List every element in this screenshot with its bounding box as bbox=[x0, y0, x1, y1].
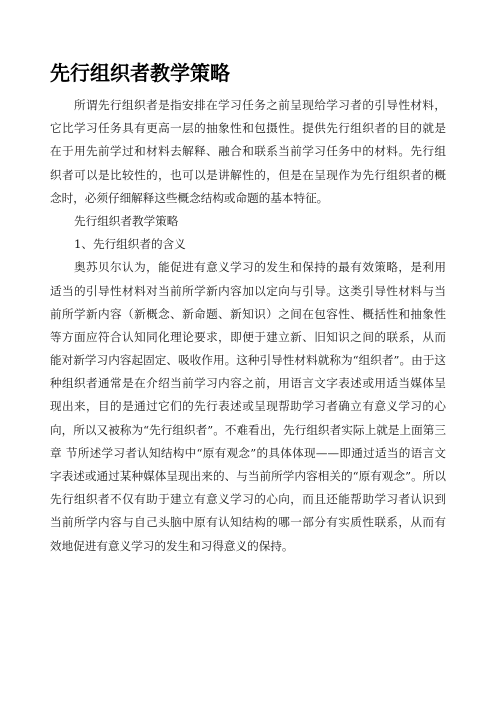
text-line: 织者可以是比较性的，也可以是讲解性的，但是在呈现作为先行组织者的概 bbox=[50, 167, 446, 182]
text-line: 它比学习任务具有更高一层的抽象性和包摄性。提供先行组织者的目的就是 bbox=[50, 121, 446, 136]
text-line: 所谓先行组织者是指安排在学习任务之前呈现给学习者的引导性材料， bbox=[74, 98, 446, 112]
text-line: 等方面应符合认知同化理论要求，即便于建立新、旧知识之间的联系，从而 bbox=[50, 329, 446, 344]
text-line: 先行组织者教学策略 bbox=[74, 213, 179, 228]
text-line: 字表述或通过某种媒体呈现出来的、与当前所学内容相关的“原有观念”。所以 bbox=[50, 469, 446, 483]
text-line: 当前所学内容与自己头脑中原有认知结构的哪一部分有实质性联系，从而有 bbox=[50, 515, 446, 530]
text-line: 效地促进有意义学习的发生和习得意义的保持。 bbox=[50, 538, 294, 553]
document-body bbox=[50, 94, 446, 558]
text-line: 适当的引导性材料对当前所学新内容加以定向与引导。这类引导性材料与当 bbox=[50, 283, 446, 298]
text-line: 向，所以又被称为“先行组织者”。不难看出，先行组织者实际上就是上面第三 bbox=[50, 422, 446, 437]
text-line: 念时，必须仔细解释这些概念结构或命题的基本特征。 bbox=[50, 190, 329, 205]
text-line: 章 节所述学习者认知结构中“原有观念”的具体体现——即通过适当的语言文 bbox=[50, 445, 446, 460]
text-line: 现出来，目的是通过它们的先行表述或呈现帮助学习者确立有意义学习的心 bbox=[50, 399, 446, 414]
document-title: 先行组织者教学策略 bbox=[50, 61, 230, 85]
text-line: 能对新学习内容起固定、吸收作用。这种引导性材料就称为“组织者”。由于这 bbox=[50, 353, 446, 368]
text-line: 种组织者通常是在介绍当前学习内容之前，用语言文字表述或用适当媒体呈 bbox=[50, 376, 446, 391]
text-line: 1、先行组织者的含义 bbox=[74, 237, 186, 252]
text-line: 在于用先前学过和材料去解释、融合和联系当前学习任务中的材料。先行组 bbox=[50, 144, 446, 159]
text-line: 奥苏贝尔认为，能促进有意义学习的发生和保持的最有效策略，是利用 bbox=[74, 260, 446, 275]
text-line: 前所学新内容（新概念、新命题、新知识）之间在包容性、概括性和抽象性 bbox=[50, 306, 446, 321]
text-line: 先行组织者不仅有助于建立有意义学习的心向，而且还能帮助学习者认识到 bbox=[50, 492, 446, 507]
